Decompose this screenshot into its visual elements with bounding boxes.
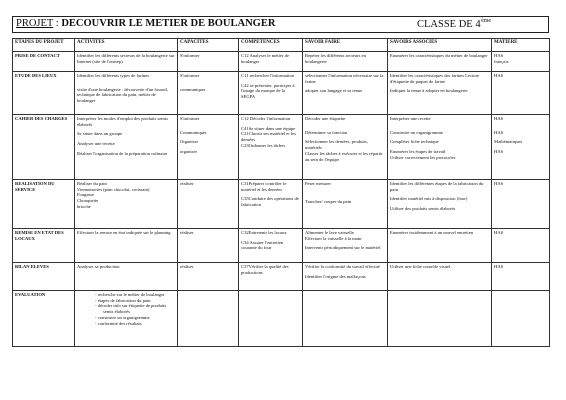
capacites-cell: [178, 263, 239, 291]
cell-line: HAS: [494, 116, 504, 121]
etape-cell: REALISATION DU SERVICE: [13, 180, 75, 229]
cell-line: Construire un organigramme: [390, 129, 443, 135]
cell-line: Enumérer les étapes de travail: [390, 149, 446, 155]
cell-line: brioche: [77, 203, 91, 209]
cell-line: Classer les tâches à exécuter et les répartir au sein de l'équipe: [305, 150, 383, 162]
etape-cell: REMISE EN ETAT DES LOCAUX: [13, 229, 75, 263]
projet-label: PROJET: [16, 18, 54, 29]
table-row: [13, 52, 550, 72]
cell-line: visite d'une boulangerie : découverte d'un fournil, technique de fabrication du pain, métier de boulanger: [77, 86, 169, 104]
savoir-faire-cell: [303, 52, 388, 72]
cell-line: Effectuer la remise en état indiquée sur le planning: [77, 230, 171, 235]
cell-line: S'informer: [180, 116, 200, 121]
cell-line: S'informer: [180, 73, 200, 78]
cell-line: Réaliser l'organisation de la préparation culinaire: [77, 150, 168, 156]
cell-line: réaliser: [180, 181, 194, 186]
competences-cell: [239, 180, 303, 229]
matiere-cell: [492, 72, 550, 115]
col-header-capacites: CAPACITES: [178, 39, 239, 52]
cell-line: Chouquette: [77, 198, 99, 204]
matiere-cell: [492, 52, 550, 72]
col-header-savoir-faire: SAVOIR FAIRE: [303, 39, 388, 52]
cell-line: Utiliser une fiche contrôle visuel: [390, 264, 451, 269]
savoirs-associes-cell: [388, 115, 492, 180]
cell-line: HAS: [494, 73, 504, 78]
cell-line: Vérifier la conformité du travail effectué: [305, 264, 380, 269]
list-item: - conformité des résultats: [103, 321, 175, 327]
competences-cell: [239, 115, 303, 180]
cell-line: Utiliser correctement les protocoles: [390, 154, 456, 160]
cell-line: Trancher/ couper du pain: [305, 198, 352, 204]
cell-line: Identifier l'origine des malfaçons: [305, 273, 366, 279]
cell-line: Enumérer incidemment à un nouvel entretien: [390, 230, 474, 235]
cell-line: Effectuer la vaisselle à la main: [305, 235, 362, 241]
col-header-matiere: MATIERE: [492, 39, 550, 52]
class-superscript: ème: [481, 18, 492, 24]
cell-line: C11 rechercher l'information: [241, 73, 294, 78]
cell-line: C34 Assurer l'entretien courante du four: [241, 239, 284, 251]
list-item: - décoder info sur étiquette de produits semis élaborés: [103, 303, 175, 314]
savoir-faire-cell: [303, 115, 388, 180]
matiere-cell: [492, 115, 550, 180]
class-text: CLASSE DE 4: [417, 19, 481, 30]
cell-line: C37Vérifier la qualité des productions: [241, 264, 289, 275]
cell-line: HAS: [494, 149, 504, 155]
cell-line: sélectionner l'information nécessaire sur la farine: [305, 73, 384, 84]
list-item: - recherche sur le métier de boulanger: [103, 292, 175, 298]
list-item: - construire un organigramme: [103, 315, 175, 321]
activites-cell: [75, 115, 178, 180]
savoirs-associes-cell: [388, 263, 492, 291]
empty-cell: [178, 291, 239, 347]
activites-cell: [75, 263, 178, 291]
etape-cell: BILAN ELEVES: [13, 263, 75, 291]
empty-cell: [303, 291, 388, 347]
savoirs-associes-cell: [388, 72, 492, 115]
cell-line: Indiquer la tenue à adopter en boulangerie: [390, 88, 468, 94]
cell-line: S'informer: [180, 53, 200, 58]
etape-cell: EVALUATION: [13, 291, 75, 347]
activites-cell: [75, 180, 178, 229]
cell-line: HAS: [494, 53, 504, 58]
empty-cell: [388, 291, 492, 347]
cell-line: Sélectionner les denrées, produits, matériels: [305, 139, 368, 151]
cell-line: Identifier les caractéristiques des farines Lecture d'étiquette de paquet de farine: [390, 73, 480, 84]
col-header-savoirs-associes: SAVOIRS ASSOCIES: [388, 39, 492, 52]
title-bar: [12, 16, 549, 33]
capacites-cell: [178, 180, 239, 229]
cell-line: communiquer: [180, 86, 206, 92]
cell-line: réaliser: [180, 230, 194, 235]
cell-line: HAS: [494, 181, 504, 186]
cell-line: C23Ordonner les tâches: [241, 142, 286, 148]
cell-line: Mathématiques: [494, 139, 523, 145]
cell-line: HAS: [494, 129, 504, 135]
table-row: [13, 72, 550, 115]
cell-line: Identifier les différents secteurs de la boulangerie sur Internet (site de l'onisep): [77, 53, 175, 64]
table-row: [13, 229, 550, 263]
cell-line: Alimenter le lave vaisselle: [305, 230, 354, 235]
competences-cell: [239, 263, 303, 291]
cell-line: Décoder une étiquette: [305, 116, 346, 121]
cell-line: Se situer dans un groupe: [77, 131, 123, 137]
savoirs-associes-cell: [388, 180, 492, 229]
cell-line: Identifier matériel mis à disposition (four): [390, 196, 468, 202]
projet-separator: :: [53, 18, 62, 29]
cell-line: Déterminer sa fonction: [305, 129, 348, 135]
cell-line: C41Se situer dans une équipe: [241, 125, 296, 131]
savoirs-associes-cell: [388, 229, 492, 263]
savoir-faire-cell: [303, 263, 388, 291]
evaluation-list: [77, 292, 175, 326]
etape-cell: PRISE DE CONTACT: [13, 52, 75, 72]
activites-cell: [75, 229, 178, 263]
cell-line: Viennoiseries (pain chocolat, croissant): [77, 186, 150, 192]
cell-line: Interpréter les modes d'emploi des produits semis élaborés: [77, 116, 168, 127]
empty-cell: [492, 291, 550, 347]
evaluation-list-cell: [75, 291, 178, 347]
cell-line: français: [494, 58, 509, 64]
savoir-faire-cell: [303, 180, 388, 229]
table-header-row: [13, 39, 550, 52]
activites-cell: [75, 52, 178, 72]
col-header-etapes: ETAPES DU PROJET: [13, 39, 75, 52]
cell-line: Interpréter une recette: [390, 116, 431, 121]
cell-line: Fougasse: [77, 192, 95, 198]
empty-cell: [239, 291, 303, 347]
projet-name: DECOUVRIR LE METIER DE BOULANGER: [61, 18, 276, 29]
cell-line: Enumérer les caractéristiques du métier de boulanger: [390, 53, 488, 58]
activites-cell: [75, 72, 178, 115]
etape-cell: CAHIER DES CHARGES: [13, 115, 75, 180]
matiere-cell: [492, 180, 550, 229]
capacites-cell: [178, 52, 239, 72]
class-label: [417, 18, 491, 30]
col-header-activites: ACTIVITES: [75, 39, 178, 52]
cell-line: C42 se présenter, participer à l'image du marque de la SEGPA: [241, 82, 295, 100]
cell-line: Intervenir périodiquement sur le matériel: [305, 245, 381, 251]
cell-line: Identifier les différentes étapes de la fabrication du pain: [390, 181, 484, 192]
capacites-cell: [178, 72, 239, 115]
cell-line: Analyser sa production: [77, 264, 120, 269]
cell-line: C12 Décoder l'information: [241, 116, 291, 121]
project-table: [12, 38, 550, 347]
competences-cell: [239, 229, 303, 263]
table-row: [13, 291, 550, 347]
etape-cell: ETUDE DES LIEUX: [13, 72, 75, 115]
table-row: [13, 180, 550, 229]
savoir-faire-cell: [303, 72, 388, 115]
capacites-cell: [178, 229, 239, 263]
project-title: [16, 18, 275, 29]
table-row: [13, 115, 550, 180]
cell-line: HAS: [494, 230, 504, 235]
cell-line: C35Conduire des opérations de fabrication: [241, 196, 299, 208]
matiere-cell: [492, 229, 550, 263]
col-header-competences: COMPETENCES: [239, 39, 303, 52]
cell-line: Repérer les différents secteurs en boulangerie: [305, 53, 366, 64]
cell-line: Analyser une recette: [77, 141, 115, 147]
cell-line: C12 Analyser le métier de boulanger: [241, 53, 289, 64]
matiere-cell: [492, 263, 550, 291]
competences-cell: [239, 52, 303, 72]
cell-line: C21Choisir ses matériel et les denrées: [241, 131, 296, 143]
cell-line: C32Entretenir les locaux: [241, 230, 287, 235]
competences-cell: [239, 72, 303, 115]
cell-line: adopter son langage et sa tenue: [305, 88, 363, 94]
savoir-faire-cell: [303, 229, 388, 263]
cell-line: Réaliser du pain: [77, 181, 107, 186]
cell-line: HAS: [494, 264, 504, 269]
cell-line: Compléter fiche technique: [390, 139, 439, 145]
cell-line: Peser mesurer: [305, 181, 331, 186]
cell-line: réaliser: [180, 264, 194, 269]
table-row: [13, 263, 550, 291]
cell-line: C31Préparer contrôler le matériel et les denrées: [241, 181, 287, 192]
list-item: - étapes de fabrication du pain: [103, 298, 175, 304]
cell-line: Organiser: [180, 139, 199, 145]
cell-line: organiser: [180, 149, 198, 155]
cell-line: Utiliser des produits semis élaborés: [390, 206, 456, 212]
capacites-cell: [178, 115, 239, 180]
cell-line: Identifier les différents types de farines: [77, 73, 149, 78]
savoirs-associes-cell: [388, 52, 492, 72]
cell-line: Communiquer: [180, 129, 207, 135]
